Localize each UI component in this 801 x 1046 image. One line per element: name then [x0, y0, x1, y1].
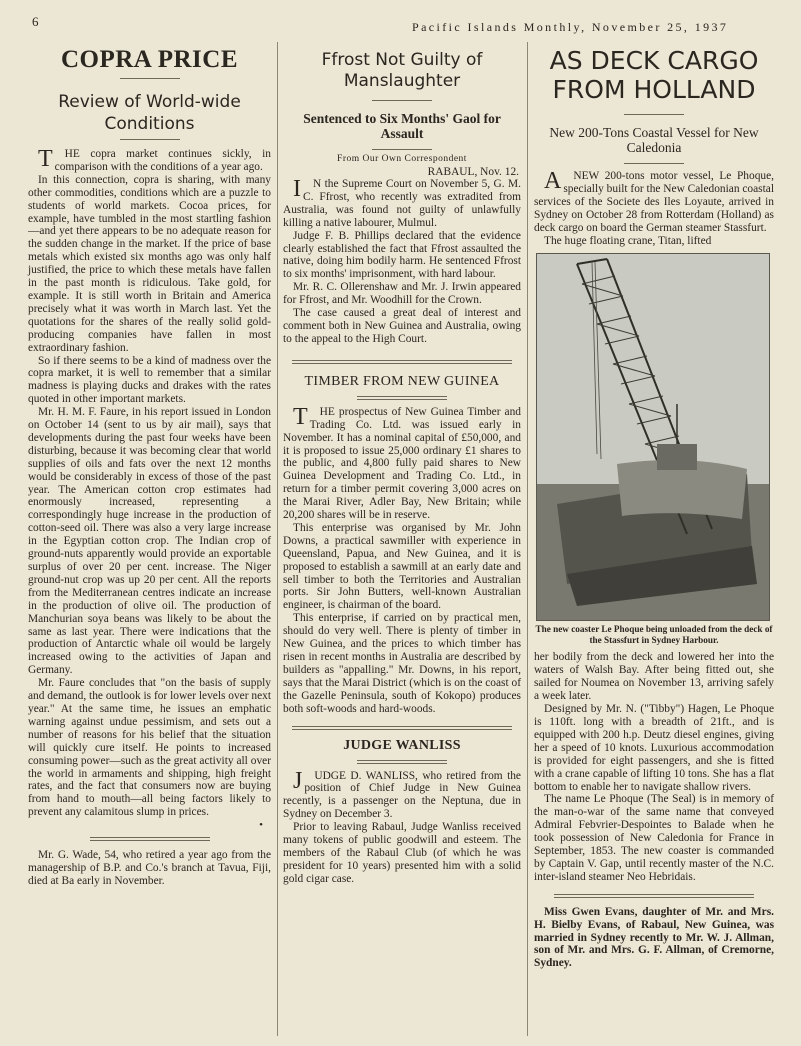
deck-cargo-headline: AS DECK CARGO FROM HOLLAND	[549, 46, 759, 104]
page-number: 6	[32, 14, 39, 29]
divider	[292, 360, 512, 364]
copra-paragraph: In this connection, copra is sharing, with many other commodities, conditions which are a puzzle to students of world markets. Cocoa prices, for example, have tumbled in the most startling fashion—and yet there appears to be no adequate reason for the sudden change in the market. If the price of base metals which existed six months ago was only half justified, the price to which these metals have fallen in the past month is ridiculous. Take gold, for example. It is still worth in Britain and America precisely what it was worth in March last. Yet the quotations for the shares of the really solid gold-producing companies have fallen in most extraordinary fashion.	[28, 173, 271, 354]
running-head: Pacific Islands Monthly, November 25, 1937	[412, 20, 729, 34]
copra-article	[28, 40, 271, 888]
ffrost-paragraph: The case caused a great deal of interest and comment both in New Guinea and Australia, owing to the appeal to the High Court.	[283, 307, 521, 345]
divider	[292, 726, 512, 730]
judge-paragraph: Prior to leaving Rabaul, Judge Wanliss received many tokens of public goodwill and esteem. The members of the Rabaul Club (of which he was president for 10 years) presented him with a solid gold cigar case.	[283, 821, 521, 885]
ffrost-headline: Ffrost Not Guilty of Manslaughter	[321, 50, 483, 91]
crane-photo-drawing	[537, 254, 769, 620]
deck-cargo-paragraph: Designed by Mr. N. ("Tibby") Hagen, Le Phoque is 110ft. long with a breadth of 21ft., and is equipped with 200 h.p. Deutz diesel engines, giving her a speed of 10 knots. Luxurious accommodation is provided for eight passengers, and she is fitted with a crane capable of lifting 10 tons. She has a flat bottom to enable her to navigate shallow rivers.	[534, 703, 774, 793]
divider	[554, 894, 754, 898]
judge-headline: JUDGE WANLISS	[343, 737, 461, 753]
ffrost-subheadline: Sentenced to Six Months' Gaol for Assault	[303, 111, 501, 141]
copra-paragraph: So if there seems to be a kind of madness over the copra market, it is well to remember that a similar madness is playing ducks and drakes with the rates quoted in other important markets.	[28, 354, 271, 406]
deck-cargo-paragraph: The huge floating crane, Titan, lifted	[544, 234, 712, 247]
divider	[357, 396, 447, 400]
divider	[120, 139, 180, 140]
ffrost-paragraph: IN the Supreme Court on November 5, G. M. C. Ffrost, who recently was extradited from Australia, was found not guilty of unlawfully killing a native labourer, Mulmul.	[283, 176, 521, 229]
ffrost-paragraph: Mr. R. C. Ollerenshaw and Mr. J. Irwin appeared for Ffrost, and Mr. Woodhill for the Crown.	[283, 281, 521, 307]
copra-subheadline: Review of World-wide Conditions	[58, 92, 241, 134]
timber-paragraph: This enterprise, if carried on by practical men, should do very well. There is plenty of timber in New Guinea, and the prices to which timber has risen in recent months in Australia are described by builders as "appalling." Mr. Downs, in his report, says that the Marai District (which is on the coast of the Gazelle Peninsula, south of Kokopo) produces both soft-woods and hard-woods.	[283, 612, 521, 715]
wedding-notice: Miss Gwen Evans, daughter of Mr. and Mrs. H. Bielby Evans, of Rabaul, New Guinea, was married in Sydney recently to Mr. W. J. Allman, son of Mr. and Mrs. G. F. Allman, of Cremorne, Sydney.	[534, 905, 774, 970]
copra-paragraph: THE copra market continues sickly, in comparison with the conditions of a year ago.	[38, 146, 271, 173]
bullet-mark: •	[259, 819, 263, 832]
divider	[372, 100, 432, 101]
deck-cargo-subheadline: New 200-Tons Coastal Vessel for New Caledonia	[549, 125, 759, 155]
divider	[624, 114, 684, 115]
deck-cargo-paragraph: ANEW 200-tons motor vessel, Le Phoque, specially built for the New Caledonian coastal services of the Societe des Iles Loyaute, arrived in Sydney on October 28 from Rotterdam (Holland) as deck cargo on board the German steamer Stassfurt.	[534, 168, 775, 234]
divider	[90, 837, 210, 841]
divider	[624, 163, 684, 164]
wade-notice: Mr. G. Wade, 54, who retired a year ago from the managership of B.P. and Co.'s branch at Tavua, Fiji, died at Ba early in November.	[28, 849, 271, 887]
deck-cargo-paragraph: The name Le Phoque (The Seal) is in memory of the man-o-war of the same name that conveyed Admiral Febvrier-Despointes to Balade when he took possession of New Caledonia for France in September, 1853. The new coaster is commanded by Captain V. Gap, until recently master of the N.C. inter-island steamer Neo Hebridais.	[534, 793, 774, 883]
correspondent-line: From Our Own Correspondent	[337, 154, 467, 164]
divider	[372, 149, 432, 150]
divider	[120, 78, 180, 79]
copra-paragraph: Mr. H. M. F. Faure, in his report issued in London on October 14 (sent to us by air mail), says that developments during the past four weeks have been disturbing, because it was becoming clear that world supplies of oils and fats over the next 12 months would be considerably in excess of those of the past year. The American cotton crop estimates had enormously increased, representing a correspondingly huge increase in the production of cotton-seed oil. There was also a very large increase in the Egyptian cotton crop. The Indian crop of ground-nuts apparently would provide an exportable surplus of over 20 per cent. increase. The Niger ground-nut crop was up 20 per cent. All the reports from the Mediterranean centres indicate an increase in the production of olive oil. The production of Manchurian soya beans was likely to be about the same as last year. There were indications that the production of Antarctic whale oil would be largely increased owing to the activities of Japan and Germany.	[28, 406, 271, 677]
copra-headline: COPRA PRICE	[60, 46, 239, 73]
divider	[357, 760, 447, 764]
photo-caption: The new coaster Le Phoque being unloaded from the deck of the Stassfurt in Sydney Harbour.	[535, 624, 773, 645]
column-rule	[277, 42, 278, 1036]
column-rule	[527, 42, 528, 1036]
deck-cargo-paragraph: her bodily from the deck and lowered her into the waters of Walsh Bay. After being fitted out, she sailed for Noumea on November 13, arriving safely a week later.	[534, 651, 774, 703]
timber-headline: TIMBER FROM NEW GUINEA	[304, 373, 500, 389]
deck-cargo-article	[534, 40, 774, 970]
ffrost-paragraph: Judge F. B. Phillips declared that the evidence clearly established the fact that Ffrost assaulted the native, doing him bodily harm. He sentenced Ffrost to six months' imprisonment, with hard labour.	[283, 229, 521, 281]
timber-paragraph: This enterprise was organised by Mr. John Downs, a practical sawmiller with experience in Queensland, Papua, and New Guinea, and it is proposed to establish a sawmill at an early date and sell timber to both the Territories and Australian ports. Sir John Butters, well-known Australian engineer, is chairman of the board.	[283, 521, 521, 612]
copra-paragraph: Mr. Faure concludes that "on the basis of supply and demand, the outlook is for lower levels over next year." At the same time, he issues an emphatic warning against undue pessimism, and sets out a number of reasons for his belief that the situation will quickly cure itself. He points to increased consuming power—such as the great activity all over the world in armaments and shipping, high freight rates, and the fact that consumers now are buying from hand to mouth—all being factors likely to prevent any calamitous slump in prices.	[28, 677, 271, 819]
judge-paragraph: JUDGE D. WANLISS, who retired from the position of Chief Judge in New Guinea recently, is a passenger on the Neptuna, due in Sydney on December 3.	[283, 767, 521, 821]
dateline: RABAUL, Nov. 12.	[427, 166, 519, 178]
timber-paragraph: THE prospectus of New Guinea Timber and Trading Co. Ltd. was issued early in November. It has a nominal capital of £50,000, and it is proposed to issue 25,000 ordinary £1 shares to the public, and 4,800 fully paid shares to New Guinea Development and Trading Co. Ltd., in return for a timber permit covering 3,000 acres on the Marai River, Adler Bay, New Britain; while 20,200 shares will be in reserve.	[283, 403, 521, 522]
crane-photo	[536, 253, 770, 621]
ffrost-article	[283, 40, 521, 886]
